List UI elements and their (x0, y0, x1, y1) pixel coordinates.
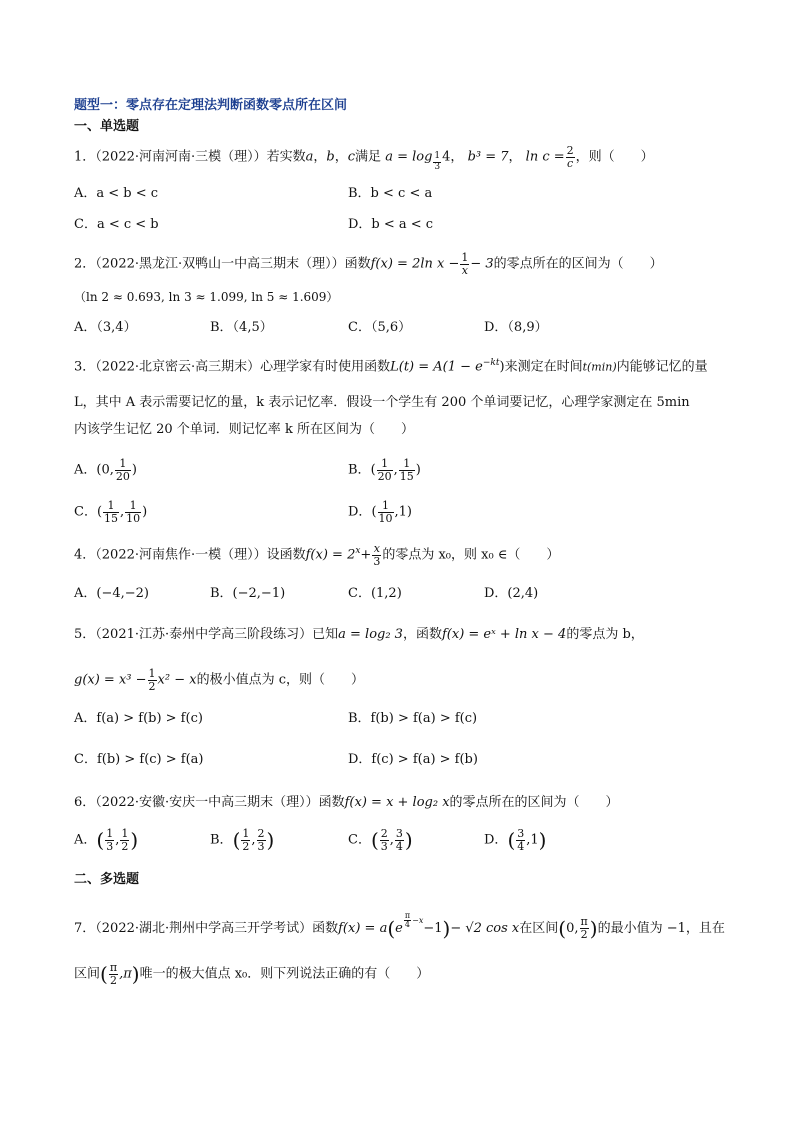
frac-num: 1 (121, 827, 129, 840)
q5-option-a[interactable]: A．f(a) > f(b) > f(c) (74, 711, 203, 726)
paren-open: ( (100, 962, 108, 987)
q6-option-b[interactable]: B．( $\frac{1}{2}$ , $\frac{2}{3}$ ) (210, 827, 275, 853)
frac-den: 4 (404, 920, 411, 930)
option-text: ,1 (526, 832, 539, 848)
q3-line3: 内该学生记忆 20 个单词．则记忆率 k 所在区间为（ ） (74, 422, 414, 437)
q2-func: f(x) = 2ln x − (370, 256, 460, 272)
q2-frac-num: 1 (461, 251, 469, 264)
q5-line2 (74, 668, 364, 692)
q4-plus: + (360, 547, 372, 563)
q2-option-a[interactable]: A．（3,4） (74, 320, 137, 335)
q4-frac (372, 543, 381, 567)
frac-den: 3 (106, 839, 114, 853)
frac-num: 3 (517, 827, 525, 840)
option-label: A． (74, 832, 97, 848)
q3-func: L(t) = A(1 − e (390, 359, 483, 375)
option-frac (395, 828, 404, 852)
q4-option-d[interactable]: D．(2,4) (484, 586, 539, 601)
frac-num: 2 (257, 827, 265, 840)
q2-frac (460, 252, 469, 276)
q1-option-c[interactable]: C．a < c < b (74, 217, 159, 232)
q5-frac (148, 668, 157, 692)
q3-func-close: ) (499, 359, 505, 375)
q7-stem-text: 7．（2022·湖北·荆州中学高三开学考试）函数 (74, 920, 339, 936)
paren-open: ( (507, 828, 516, 853)
q5-stem-text: 5．（2021·江苏·泰州中学高三阶段练习）已知 (74, 627, 339, 642)
q2-stem-text: 2．（2022·黑龙江·双鸭山一中高三期末（理））函数 (74, 256, 371, 272)
paren-open: ( (96, 828, 105, 853)
frac-num: 1 (125, 500, 141, 513)
frac-num: 1 (378, 500, 394, 513)
q4-stem (74, 543, 559, 567)
option-label: B． (348, 462, 371, 478)
option-label: D． (484, 832, 508, 848)
q1-eq-c: ln c = (525, 149, 565, 165)
option-frac (399, 458, 415, 482)
q5-func-f: f(x) = eˣ + ln x − 4 (441, 627, 567, 642)
q6-option-c[interactable]: C．( $\frac{2}{3}$ , $\frac{3}{4}$ ) (348, 827, 413, 853)
option-text: ) (131, 462, 137, 478)
option-text: ,1) (394, 504, 412, 520)
q6-func: f(x) = x + log₂ x (344, 795, 450, 810)
q2-stem (74, 252, 663, 276)
paren-open: ( (232, 828, 241, 853)
q3-option-b[interactable] (348, 458, 421, 482)
q7-text: 唯一的极大值点 x₀．则下列说法正确的有（ ） (139, 966, 430, 982)
option-frac (377, 458, 393, 482)
q4-frac-num: x (373, 542, 380, 555)
frac-den: 3 (380, 839, 388, 853)
q3-func-exp: −kt (482, 358, 500, 368)
q7-text: 区间 (74, 966, 101, 982)
paren-close: ) (538, 828, 547, 853)
frac-den: 15 (104, 511, 119, 525)
q3-text: 3．（2022·北京密云·高三期末）心理学家有时使用函数 (74, 359, 391, 375)
q1-log-base-num: 1 (434, 151, 441, 162)
frac-num: 1 (399, 458, 415, 471)
q1-stem: 1．（2022·河南河南·三模（理））若实数a，b，c满足 a = log $\frac{1}{3}$ 4， b³ = 7， ln c = $\frac{2}{c}$ ，则（ ） (74, 144, 654, 172)
part-multi-choice-heading: 二、多选题 (74, 872, 140, 887)
frac-num: 1 (377, 458, 393, 471)
frac-num: 1 (106, 827, 114, 840)
q4-option-a[interactable]: A．(−4,−2) (74, 586, 149, 601)
q3-time-var: t(min) (582, 360, 617, 374)
q3-line1 (74, 358, 708, 375)
q3-option-a[interactable] (74, 458, 137, 482)
q1-stem-text: 1．（2022·河南河南·三模（理））若实数 (74, 149, 306, 165)
frac-den: 20 (115, 469, 130, 483)
q6-option-d[interactable] (484, 828, 546, 852)
q6-tail: 的零点所在的区间为（ ） (449, 795, 619, 810)
q7-func: − √2 cos x (450, 920, 520, 936)
q1-option-b[interactable]: B．b < c < a (348, 186, 433, 201)
q4-option-c[interactable]: C．(1,2) (348, 586, 402, 601)
q2-frac-den: x (461, 263, 468, 277)
q1-log-base-den: 3 (434, 161, 441, 172)
q7-text: 在区间 (519, 920, 559, 936)
q1-option-d[interactable]: D．b < a < c (348, 217, 434, 232)
q2-option-b[interactable]: B．（4,5） (210, 320, 273, 335)
option-label: A． (74, 462, 97, 478)
option-frac (380, 828, 389, 852)
q4-frac-den: 3 (373, 554, 381, 568)
frac-den: 20 (377, 469, 392, 483)
q5-text: 的极小值点为 c，则（ ） (196, 672, 364, 688)
option-label: C． (74, 504, 97, 520)
q1-log-base (433, 152, 441, 172)
frac-den: 2 (242, 839, 250, 853)
q3-option-d[interactable] (348, 500, 412, 524)
q5-option-c[interactable]: C．f(b) > f(c) > f(a) (74, 752, 204, 767)
option-text: ( (371, 504, 377, 520)
q1-var-a: a (305, 149, 314, 165)
q3-text: 内能够记忆的量 (616, 359, 708, 375)
frac-num: π (404, 911, 411, 920)
q5-func-g-tail: x² − x (157, 672, 197, 688)
q7-func: −1 (423, 920, 443, 936)
option-frac (103, 500, 119, 524)
frac-num: 3 (395, 827, 403, 840)
option-frac (241, 828, 250, 852)
q1-frac-num: 2 (566, 144, 574, 157)
q7-exp-frac (404, 912, 411, 930)
q7-line2 (74, 962, 429, 986)
q1-option-a[interactable]: A．a < b < c (74, 186, 159, 201)
q2-option-d[interactable]: D．（8,9） (484, 320, 548, 335)
q2-note: （ln 2 ≈ 0.693, ln 3 ≈ 1.099, ln 5 ≈ 1.609） (74, 290, 339, 304)
q4-func: f(x) = 2 (305, 547, 356, 563)
paren-open: ( (370, 828, 379, 853)
option-label: B． (210, 832, 233, 848)
q5-func-g: g(x) = x³ − (74, 672, 147, 688)
q7-interval: ,π (119, 966, 132, 982)
frac-den: 15 (399, 469, 414, 483)
frac-num: π (580, 915, 588, 929)
q1-sep: ， (334, 149, 348, 165)
paren-close: ) (404, 828, 413, 853)
q6-stem (74, 795, 619, 811)
q1-stem-text: 满足 (355, 149, 382, 165)
q5-eq-a: a = log₂ 3 (338, 627, 403, 642)
q1-frac (566, 145, 575, 169)
q5-text: ，函数 (402, 627, 442, 642)
q1-var-b: b (326, 149, 335, 165)
paren-close: ) (266, 828, 275, 853)
q7-frac (580, 916, 589, 940)
q5-frac-num: 1 (148, 667, 156, 680)
q5-stem (74, 627, 644, 643)
q4-tail: 的零点为 x₀，则 x₀ ∈（ ） (382, 547, 560, 563)
option-text: , (120, 504, 125, 520)
option-text: ( (96, 504, 103, 520)
option-frac (257, 828, 266, 852)
paren-open: ( (558, 916, 567, 941)
q7-func-e: e (395, 920, 403, 936)
option-text: ( (370, 462, 376, 478)
q2-tail: 的零点所在的区间为（ ） (493, 256, 663, 272)
q3-option-c[interactable] (74, 500, 147, 524)
frac-num: π (109, 961, 118, 974)
frac-den: 10 (378, 511, 393, 525)
option-label: C． (348, 832, 371, 848)
section-title: 题型一：零点存在定理法判断函数零点所在区间 (74, 98, 348, 113)
q5-text: 的零点为 b， (566, 627, 644, 642)
q1-tail: ，则（ ） (575, 149, 654, 165)
q4-stem-text: 4．（2022·河南焦作·一模（理））设函数 (74, 547, 306, 563)
frac-den: 4 (395, 839, 403, 853)
q7-interval: 0, (566, 920, 579, 936)
q1-eq-a: a = log (385, 149, 433, 165)
option-frac (378, 500, 394, 524)
option-text: ) (415, 462, 421, 478)
paren-close: ) (130, 828, 139, 853)
q4-option-b[interactable]: B．(−2,−1) (210, 586, 286, 601)
option-text: (0, (96, 462, 114, 478)
frac-den: 2 (121, 839, 129, 853)
paren-close: ) (131, 962, 140, 987)
q5-option-b[interactable]: B．f(b) > f(a) > f(c) (348, 711, 478, 726)
frac-num: 1 (115, 458, 131, 471)
q4-func-exp: x (355, 546, 361, 557)
option-frac (115, 458, 131, 482)
frac-num: 2 (380, 827, 388, 840)
q3-line2: L，其中 A 表示需要记忆的量，k 表示记忆率．假设一个学生有 200 个单词要记忆，心理学家测定在 5min (74, 395, 690, 410)
q1-frac-den: c (567, 156, 574, 170)
q1-eq-b: b³ = 7 (467, 149, 509, 165)
option-frac (120, 828, 129, 852)
q1-sep: ， (313, 149, 327, 165)
option-frac (105, 828, 114, 852)
frac-den: 4 (517, 839, 525, 853)
q1-var-c: c (347, 149, 356, 165)
paren-open: ( (387, 916, 396, 941)
q7-exp-tail: −x (412, 915, 424, 925)
paren-close: ) (442, 916, 451, 941)
frac-den: 2 (580, 927, 588, 941)
q6-option-a[interactable]: A．( $\frac{1}{3}$ , $\frac{1}{2}$ ) (74, 827, 139, 853)
option-text: ) (142, 504, 148, 520)
q7-frac (109, 962, 118, 986)
q7-func: f(x) = a (338, 920, 388, 936)
q5-option-d[interactable]: D．f(c) > f(a) > f(b) (348, 752, 478, 767)
frac-num: 1 (103, 500, 119, 513)
q3-text: 来测定在时间 (504, 359, 583, 375)
option-frac (125, 500, 141, 524)
q7-line1 (74, 912, 725, 940)
paren-close: ) (589, 916, 598, 941)
q6-stem-text: 6．（2022·安徽·安庆一中高三期末（理））函数 (74, 795, 345, 810)
q1-eq-a-arg: 4 (442, 149, 451, 165)
option-text: , (393, 462, 398, 478)
q2-func-tail: − 3 (470, 256, 494, 272)
q5-frac-den: 2 (148, 679, 156, 693)
q2-option-c[interactable]: C．（5,6） (348, 320, 412, 335)
option-label: D． (348, 504, 372, 520)
part-single-choice-heading: 一、单选题 (74, 119, 140, 134)
frac-den: 3 (257, 839, 265, 853)
q7-text: 的最小值为 −1，且在 (597, 920, 725, 936)
q7-exponent (403, 911, 424, 930)
frac-den: 10 (126, 511, 141, 525)
frac-num: 1 (242, 827, 250, 840)
option-frac (516, 828, 525, 852)
frac-den: 2 (109, 973, 117, 987)
